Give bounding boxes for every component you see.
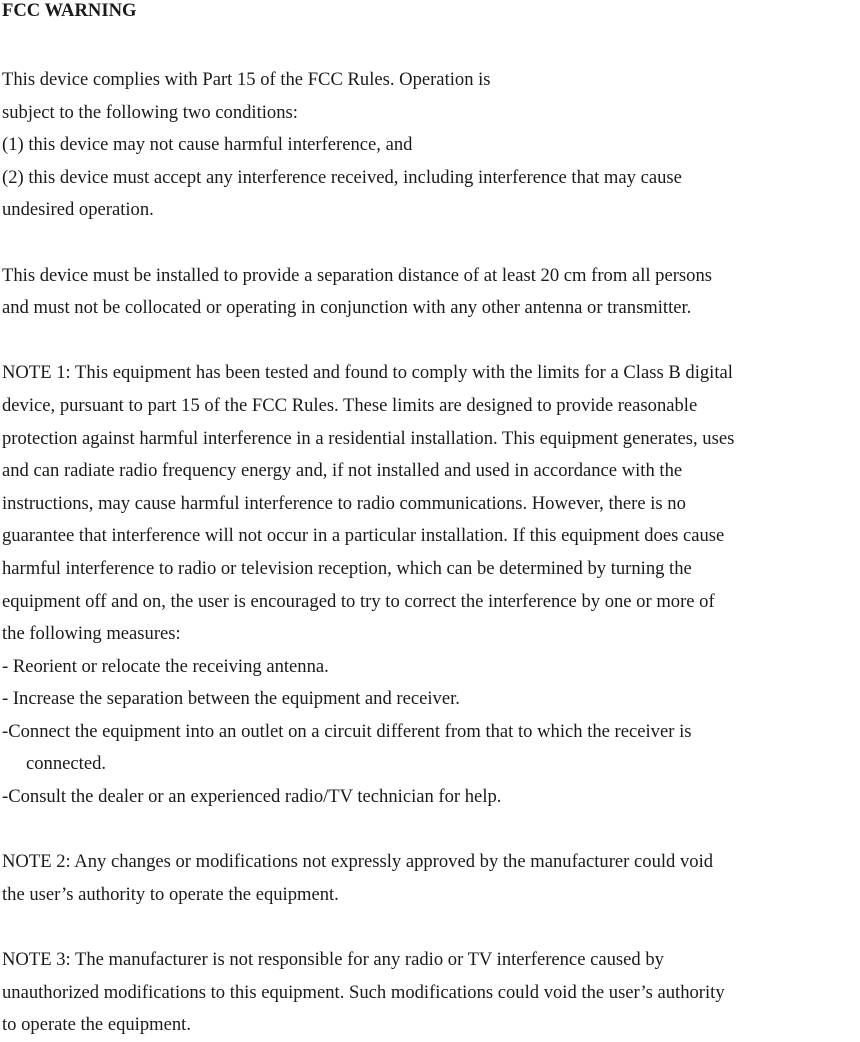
note-2-paragraph [2, 846, 860, 911]
measure-item: - Increase the separation between the equipment and receiver. [2, 688, 460, 710]
paragraph-line: undesired operation. [2, 199, 154, 221]
paragraph-line: the following measures: [2, 623, 181, 645]
spacer [2, 21, 860, 64]
paragraph-line: unauthorized modifications to this equipment. Such modifications could void the user’s authority [2, 981, 725, 1003]
paragraph-line: harmful interference to radio or television reception, which can be determined by turning the [2, 557, 692, 579]
fcc-warning-document [2, 0, 860, 1042]
paragraph-line: NOTE 3: The manufacturer is not responsible for any radio or TV interference caused by [2, 949, 664, 971]
measure-item: -Connect the equipment into an outlet on a circuit different from that to which the receiver is [2, 720, 692, 742]
paragraph-line: This device complies with Part 15 of the FCC Rules. Operation is [2, 69, 491, 90]
compliance-paragraph [2, 64, 860, 227]
paragraph-line: (1) this device may not cause harmful interference, and [2, 134, 413, 156]
spacer [2, 911, 860, 944]
separation-distance-paragraph [2, 260, 860, 325]
paragraph-line: NOTE 2: Any changes or modifications not expressly approved by the manufacturer could void [2, 851, 714, 873]
measure-item: -Consult the dealer or an experienced radio/TV technician for help. [2, 786, 502, 808]
measure-item: - Reorient or relocate the receiving antenna. [2, 655, 329, 677]
paragraph-line: and must not be collocated or operating in conjunction with any other antenna or transmitter. [2, 297, 692, 319]
paragraph-line: and can radiate radio frequency energy and, if not installed and used in accordance with the [2, 460, 683, 482]
paragraph-line: This device must be installed to provide a separation distance of at least 20 cm from all persons [2, 264, 712, 286]
paragraph-line: the user’s authority to operate the equipment. [2, 883, 339, 905]
paragraph-line: subject to the following two conditions: [2, 101, 298, 123]
paragraph-line: instructions, may cause harmful interference to radio communications. However, there is no [2, 492, 686, 514]
paragraph-line: protection against harmful interference in a residential installation. This equipment generates, uses [2, 427, 735, 449]
spacer [2, 325, 860, 358]
note-3-paragraph [2, 944, 860, 1042]
paragraph-line: equipment off and on, the user is encouraged to try to correct the interference by one or more of [2, 590, 715, 612]
spacer [2, 814, 860, 847]
paragraph-line: guarantee that interference will not occur in a particular installation. If this equipment does cause [2, 525, 725, 547]
paragraph-line: (2) this device must accept any interference received, including interference that may cause [2, 166, 682, 188]
document-title: FCC WARNING [2, 0, 137, 21]
paragraph-line: to operate the equipment. [2, 1014, 191, 1036]
note-1-paragraph [2, 357, 860, 813]
paragraph-line: NOTE 1: This equipment has been tested and found to comply with the limits for a Class B digital [2, 362, 733, 384]
measure-item-continuation: connected. [26, 753, 107, 775]
spacer [2, 227, 860, 260]
paragraph-line: device, pursuant to part 15 of the FCC Rules. These limits are designed to provide reasonable [2, 394, 698, 416]
